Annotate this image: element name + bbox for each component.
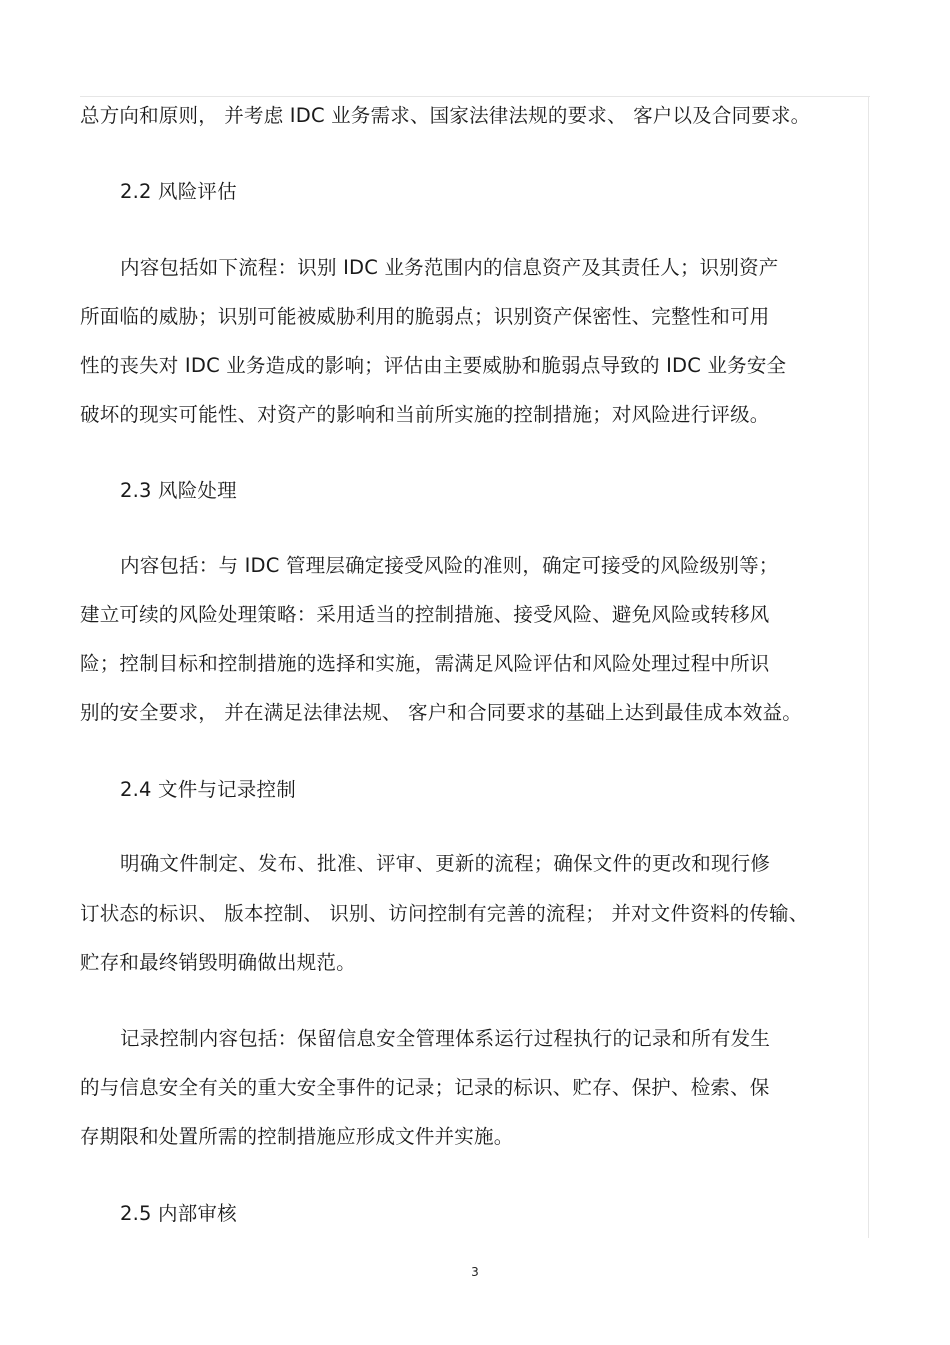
paragraph-line: 别的安全要求， 并在满足法律法规、 客户和合同要求的基础上达到最佳成本效益。 [80, 701, 802, 724]
paragraph-line: 建立可续的风险处理策略：采用适当的控制措施、接受风险、避免风险或转移风 [80, 603, 770, 626]
paragraph-line: 存期限和处置所需的控制措施应形成文件并实施。 [80, 1125, 514, 1148]
paragraph-line: 明确文件制定、发布、批准、评审、更新的流程；确保文件的更改和现行修 [120, 852, 771, 875]
paragraph-line: 记录控制内容包括：保留信息安全管理体系运行过程执行的记录和所有发生 [120, 1027, 771, 1050]
paragraph-line: 险；控制目标和控制措施的选择和实施，需满足风险评估和风险处理过程中所识 [80, 652, 770, 675]
section-heading-2-3: 2.3 风险处理 [120, 479, 237, 502]
paragraph-line: 内容包括：与 IDC 管理层确定接受风险的准则，确定可接受的风险级别等； [120, 554, 779, 577]
paragraph-line: 总方向和原则， 并考虑 IDC 业务需求、国家法律法规的要求、 客户以及合同要求。 [80, 104, 811, 127]
paragraph-line: 所面临的威胁；识别可能被威胁利用的脆弱点；识别资产保密性、完整性和可用 [80, 305, 770, 328]
paragraph-line: 破坏的现实可能性、对资产的影响和当前所实施的控制措施；对风险进行评级。 [80, 403, 770, 426]
paragraph-line: 订状态的标识、 版本控制、 识别、访问控制有完善的流程； 并对文件资料的传输、 [80, 902, 809, 925]
page-edge-top [80, 96, 870, 97]
paragraph-line: 的与信息安全有关的重大安全事件的记录；记录的标识、贮存、保护、检索、保 [80, 1076, 770, 1099]
section-heading-2-4: 2.4 文件与记录控制 [120, 778, 296, 801]
section-heading-2-2: 2.2 风险评估 [120, 180, 237, 203]
page-number: 3 [471, 1265, 479, 1279]
page-edge-right [868, 96, 869, 1238]
paragraph-line: 贮存和最终销毁明确做出规范。 [80, 951, 356, 974]
paragraph-line: 内容包括如下流程：识别 IDC 业务范围内的信息资产及其责任人；识别资产 [120, 256, 779, 279]
section-heading-2-5: 2.5 内部审核 [120, 1202, 237, 1225]
paragraph-line: 性的丧失对 IDC 业务造成的影响；评估由主要威胁和脆弱点导致的 IDC 业务安全 [80, 354, 787, 377]
